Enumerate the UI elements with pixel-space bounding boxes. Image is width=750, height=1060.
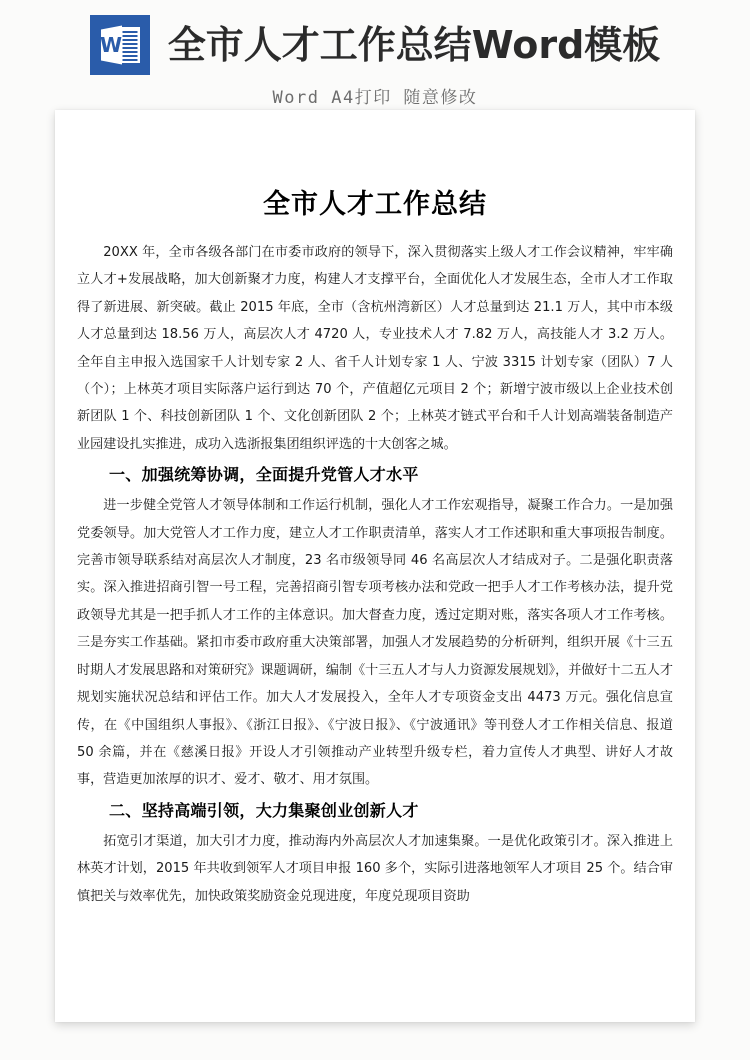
- section-heading: 二、坚持高端引领，大力集聚创业创新人才: [109, 800, 419, 820]
- document-paragraph: 20XX 年，全市各级各部门在市委市政府的领导下，深入贯彻落实上级人才工作会议精神，牢牢确立人才+发展战略，加大创新聚才力度，构建人才支撑平台，全面优化人才发展生态，全市人才工作取得了新进展、新突破。截止 2015 年底，全市（含杭州湾新区）人才总量到达 21.1 万人，其中市本级人才总量到达 18.56 万人，高层次人才 4720 人，专业技术人才 7.82 万人，高技能人才 3.2 万人。全年自主申报入选国家千人计划专家 2 人、省千人计划专家 1 人、宁波 3315 计划专家（团队）7 人（个）；上林英才项目实际落户运行到达 70 个，产值超亿元项目 2 个；新增宁波市级以上企业技术创新团队 1 个、科技创新团队 1 个、文化创新团队 2 个；上林英才链式平台和千人计划高端装备制造产业园建设扎实推进，成功入选浙报集团组织评选的十大创客之城。: [77, 245, 673, 452]
- document-page: [55, 110, 695, 1022]
- document-body: [55, 110, 695, 910]
- document-paragraph: 拓宽引才渠道，加大引才力度，推动海内外高层次人才加速集聚。一是优化政策引才。深入推进上林英才计划，2015 年共收到领军人才项目申报 160 多个，实际引进落地领军人才项目 25 个。结合审慎把关与效率优先，加快政策奖励资金兑现进度，年度兑现项目资助: [77, 833, 673, 904]
- header-title: 全市人才工作总结Word模板: [167, 23, 661, 67]
- header-title-row: [90, 14, 661, 76]
- document-title: 全市人才工作总结: [263, 189, 487, 220]
- header-subtitle: Word A4打印 随意修改: [272, 88, 478, 108]
- document-content: [67, 239, 683, 910]
- preview-header: [0, 0, 750, 110]
- svg-text:W: W: [99, 33, 122, 57]
- document-paragraph: 进一步健全党管人才领导体制和工作运行机制，强化人才工作宏观指导，凝聚工作合力。一是加强党委领导。加大党管人才工作力度，建立人才工作职责清单，落实人才工作述职和重大事项报告制度。完善市领导联系结对高层次人才制度，23 名市级领导同 46 名高层次人才结成对子。二是强化职责落实。深入推进招商引智一号工程，完善招商引智专项考核办法和党政一把手人才工作考核办法，提升党政领导尤其是一把手抓人才工作的主体意识。加大督查力度，透过定期对账，落实各项人才工作考核。三是夯实工作基础。紧扣市委市政府重大决策部署，加强人才发展趋势的分析研判，组织开展《十三五时期人才发展思路和对策研究》课题调研，编制《十三五人才与人力资源发展规划》，并做好十二五人才规划实施状况总结和评估工作。加大人才发展投入，全年人才专项资金支出 4473 万元。强化信息宣传，在《中国组织人事报》、《浙江日报》、《宁波日报》、《宁波通讯》等刊登人才工作相关信息、报道 50 余篇，并在《慈溪日报》开设人才引领推动产业转型升级专栏，着力宣传人才典型、讲好人才故事，营造更加浓厚的识才、爱才、敬才、用才氛围。: [77, 498, 673, 788]
- section-heading: 一、加强统筹协调，全面提升党管人才水平: [109, 465, 419, 485]
- document-page-area: [0, 110, 750, 1060]
- microsoft-word-icon: [90, 15, 150, 75]
